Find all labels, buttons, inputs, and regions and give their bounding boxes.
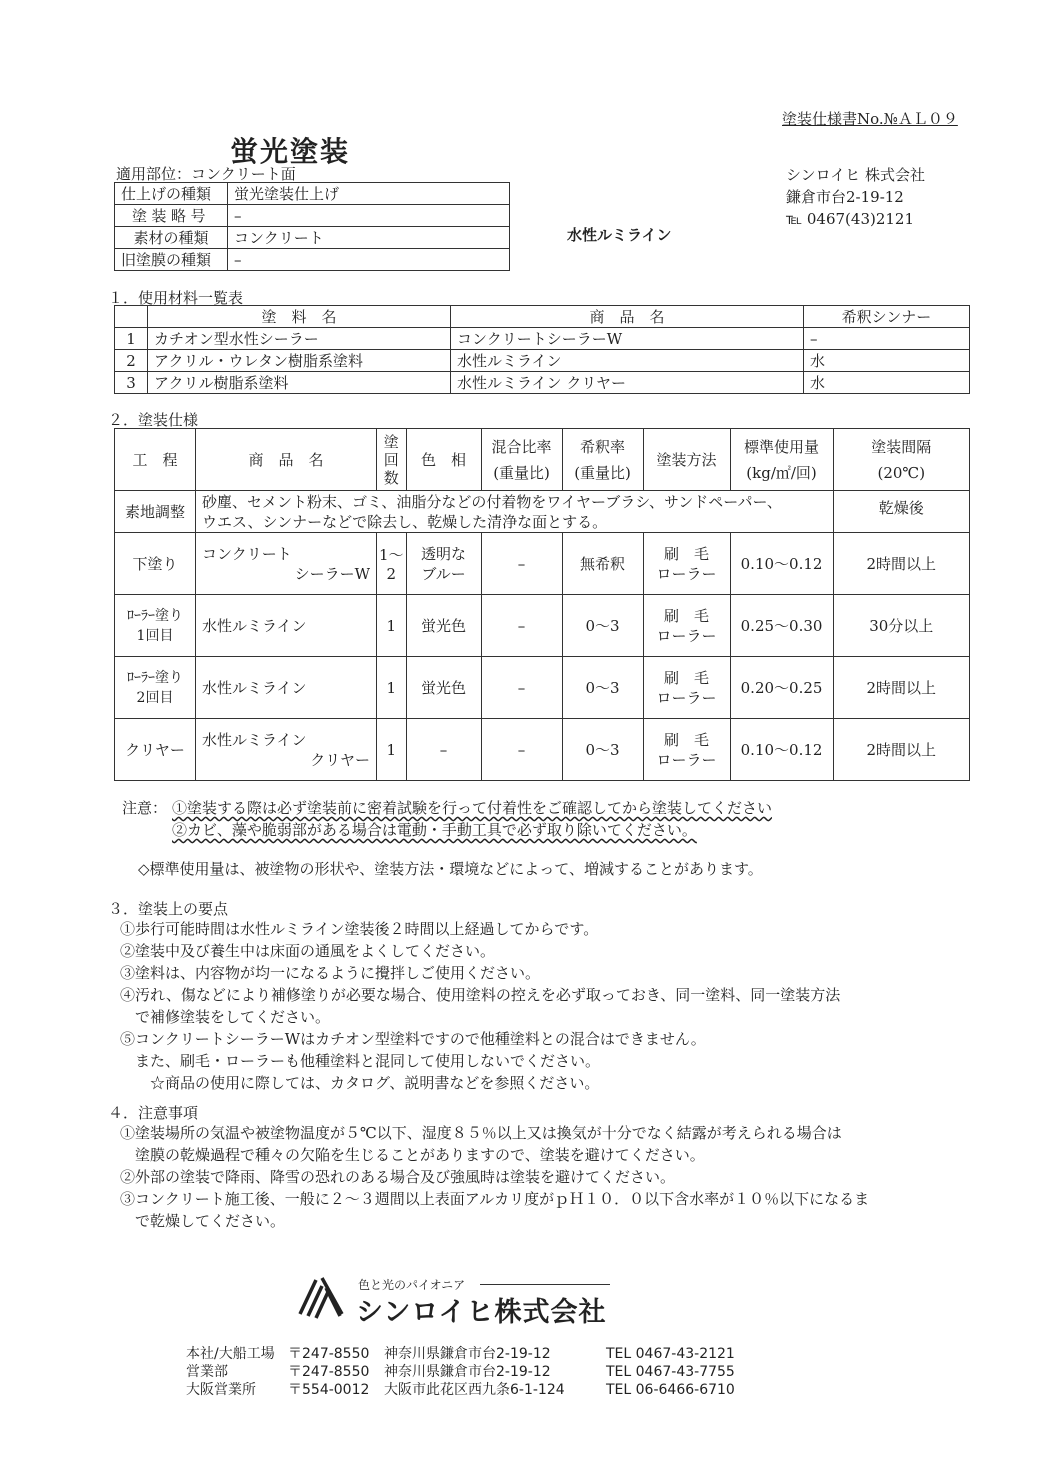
col-usage-sub: (kg/㎡/回) bbox=[746, 463, 817, 482]
office-address: 神奈川県鎌倉市台2-19-12 bbox=[384, 1364, 551, 1380]
col-method: 塗装方法 bbox=[643, 429, 730, 491]
col-paint: 塗 料 名 bbox=[148, 306, 451, 328]
caution-line: ①塗装場所の気温や被塗物温度が５℃以下、湿度８５％以上又は換気が十分でなく結露が考えられる場合は bbox=[120, 1124, 842, 1142]
col-mix: 混合比率 bbox=[491, 437, 552, 456]
point-line: ①歩行可能時間は水性ルミライン塗装後２時間以上経過してからです。 bbox=[120, 920, 599, 938]
caution-line: 塗膜の乾燥過程で種々の欠陥を生じることがありますので、塗装を避けてください。 bbox=[120, 1146, 705, 1164]
row-usage: 0.10〜0.12 bbox=[730, 533, 833, 595]
section4-heading: ４．注意事項 bbox=[108, 1104, 199, 1122]
row-process: クリヤー bbox=[115, 719, 196, 781]
row-color-2: ブルー bbox=[421, 564, 466, 583]
point-line: ⑤コンクリートシーラーWはカチオン型塗料ですので他種塗料との混合はできません。 bbox=[120, 1030, 706, 1048]
row-usage: 0.10〜0.12 bbox=[730, 719, 833, 781]
row-product: 水性ルミライン bbox=[202, 730, 307, 749]
spec-value: 蛍光塗装仕上げ bbox=[228, 183, 510, 205]
row-usage: 0.25〜0.30 bbox=[730, 595, 833, 657]
col-usage: 標準使用量 bbox=[744, 437, 820, 456]
col-product: 商 品 名 bbox=[196, 429, 377, 491]
table-row bbox=[115, 719, 970, 781]
office-tel: TEL 0467-43-7755 bbox=[606, 1364, 735, 1380]
office-row bbox=[186, 1361, 735, 1381]
row-thinner: – bbox=[804, 328, 970, 350]
product-label: 水性ルミライン bbox=[567, 226, 672, 244]
row-no: 1 bbox=[115, 328, 148, 350]
col-color: 色 相 bbox=[406, 429, 481, 491]
caution-line: ③コンクリート施工後、一般に２〜３週間以上表面アルカリ度がｐＨ１０．０以下含水率が１０％以下になるま bbox=[120, 1190, 870, 1208]
row-color: – bbox=[406, 719, 481, 781]
row-color: 蛍光色 bbox=[406, 657, 481, 719]
row-mix: – bbox=[481, 657, 562, 719]
row-dilution: 0〜3 bbox=[562, 595, 643, 657]
prep-text: ウエス、シンナーなどで除去し、乾燥した清浄な面とする。 bbox=[202, 512, 608, 531]
prep-text: 砂塵、セメント粉末、ゴミ、油脂分などの付着物をワイヤーブラシ、サンドペーパー、 bbox=[202, 492, 782, 511]
office-name: 営業部 bbox=[186, 1364, 228, 1380]
office-tel: TEL 06-6466-6710 bbox=[606, 1382, 735, 1398]
spec-label: 旧塗膜の種類 bbox=[115, 249, 228, 271]
company-tel: ℡ 0467(43)2121 bbox=[786, 210, 915, 228]
row-color: 透明な bbox=[421, 544, 467, 563]
company-logo-icon bbox=[296, 1274, 348, 1320]
spec-box bbox=[114, 182, 510, 271]
row-method-2: ローラー bbox=[656, 564, 717, 583]
row-product: 水性ルミライン クリヤー bbox=[451, 372, 804, 394]
notes-line: ◇標準使用量は、被塗物の形状や、塗装方法・環境などによって、増減することがあります。 bbox=[138, 860, 763, 878]
row-product: 水性ルミライン bbox=[451, 350, 804, 372]
row-process: ﾛｰﾗｰ塗り bbox=[127, 607, 183, 624]
company-name: シンロイヒ 株式会社 bbox=[786, 166, 925, 184]
col-interval-sub: (20℃) bbox=[877, 463, 926, 482]
col-mix-sub: (重量比) bbox=[493, 463, 550, 482]
row-product: コンクリート bbox=[202, 544, 292, 563]
row-thinner: 水 bbox=[804, 350, 970, 372]
point-line: ☆商品の使用に際しては、カタログ、説明書などを参照ください。 bbox=[120, 1074, 600, 1092]
spec-value: コンクリート bbox=[228, 227, 510, 249]
row-usage: 0.20〜0.25 bbox=[730, 657, 833, 719]
office-name: 本社/大船工場 bbox=[186, 1346, 275, 1362]
point-line: ③塗料は、内容物が均一になるように攪拌しご使用ください。 bbox=[120, 964, 541, 982]
office-row bbox=[186, 1379, 735, 1399]
row-mix: – bbox=[481, 533, 562, 595]
caution-line: ②外部の塗装で降雨、降雪の恐れのある場合及び強風時は塗装を避けてください。 bbox=[120, 1168, 676, 1186]
row-product: 水性ルミライン bbox=[202, 617, 307, 635]
col-process: 工 程 bbox=[115, 429, 196, 491]
row-method-2: ローラー bbox=[656, 626, 717, 645]
spec-label: 仕上げの種類 bbox=[115, 183, 228, 205]
point-line: で補修塗装をしてください。 bbox=[120, 1008, 331, 1026]
notes-line: ②カビ、藻や脆弱部がある場合は電動・手動工具で必ず取り除いてください。 bbox=[172, 821, 697, 839]
row-color: 蛍光色 bbox=[406, 595, 481, 657]
table-row bbox=[115, 372, 970, 394]
office-zip: 〒554-0012 bbox=[288, 1382, 370, 1398]
page-title: 蛍光塗装 bbox=[230, 135, 351, 168]
row-coats: 1 bbox=[377, 595, 407, 657]
row-mix: – bbox=[481, 719, 562, 781]
row-paint: カチオン型水性シーラー bbox=[148, 328, 451, 350]
row-interval: 2時間以上 bbox=[833, 719, 969, 781]
table-row bbox=[115, 491, 970, 533]
col-coats: 塗回数 bbox=[377, 429, 407, 491]
row-method-2: ローラー bbox=[656, 688, 717, 707]
row-coats: 1〜2 bbox=[377, 533, 407, 595]
section3-heading: ３．塗装上の要点 bbox=[108, 900, 229, 918]
spec-table bbox=[114, 428, 970, 781]
row-interval: 乾燥後 bbox=[833, 491, 969, 533]
row-coats: 1 bbox=[377, 657, 407, 719]
table-row bbox=[115, 328, 970, 350]
row-process: 素地調整 bbox=[115, 491, 196, 533]
table-row bbox=[115, 595, 970, 657]
point-line: ②塗装中及び養生中は床面の通風をよくしてください。 bbox=[120, 942, 496, 960]
doc-number: 塗装仕様書No.№ＡＬ０９ bbox=[782, 110, 958, 128]
row-interval: 30分以上 bbox=[833, 595, 969, 657]
row-process-2: 2回目 bbox=[136, 689, 174, 706]
office-tel: TEL 0467-43-2121 bbox=[606, 1346, 735, 1362]
table-row bbox=[115, 657, 970, 719]
row-method: 刷 毛 bbox=[664, 544, 710, 563]
notes-line: ①塗装する際は必ず塗装前に密着試験を行って付着性をご確認してから塗装してください bbox=[172, 799, 773, 817]
office-address: 大阪市此花区西九条6-1-124 bbox=[384, 1382, 565, 1398]
notes-label: 注意： bbox=[122, 799, 168, 817]
row-coats: 1 bbox=[377, 719, 407, 781]
office-name: 大阪営業所 bbox=[186, 1382, 256, 1398]
spec-label: 塗装略号 bbox=[115, 205, 228, 227]
office-address: 神奈川県鎌倉市台2-19-12 bbox=[384, 1346, 551, 1362]
row-interval: 2時間以上 bbox=[833, 533, 969, 595]
col-thinner: 希釈シンナー bbox=[804, 306, 970, 328]
company-block bbox=[786, 164, 925, 230]
row-no: 2 bbox=[115, 350, 148, 372]
footer-company: シンロイヒ株式会社 bbox=[356, 1297, 607, 1328]
point-line: ④汚れ、傷などにより補修塗りが必要な場合、使用塗料の控えを必ず取っておき、同一塗料、同一塗装方法 bbox=[120, 986, 841, 1004]
section1-heading: １．使用材料一覧表 bbox=[108, 289, 244, 307]
row-no: 3 bbox=[115, 372, 148, 394]
row-paint: アクリル・ウレタン樹脂系塗料 bbox=[148, 350, 451, 372]
applicable-area: 適用部位：コンクリート面 bbox=[116, 165, 296, 183]
spec-label: 素材の種類 bbox=[115, 227, 228, 249]
col-product: 商 品 名 bbox=[451, 306, 804, 328]
spec-value: – bbox=[228, 249, 510, 271]
company-address: 鎌倉市台2-19-12 bbox=[786, 188, 904, 206]
table-row bbox=[115, 533, 970, 595]
caution-line: で乾燥してください。 bbox=[120, 1212, 286, 1230]
row-product: 水性ルミライン bbox=[202, 679, 307, 697]
section4-body bbox=[120, 1122, 869, 1232]
row-process: ﾛｰﾗｰ塗り bbox=[127, 669, 183, 686]
row-product: コンクリートシーラーW bbox=[451, 328, 804, 350]
row-process: 下塗り bbox=[115, 533, 196, 595]
office-row bbox=[186, 1343, 735, 1363]
office-zip: 〒247-8550 bbox=[288, 1364, 370, 1380]
col-interval: 塗装間隔 bbox=[871, 437, 932, 456]
materials-table bbox=[114, 305, 970, 394]
tagline: 色と光のパイオニア bbox=[358, 1278, 466, 1292]
section3-body bbox=[120, 918, 840, 1094]
point-line: また、刷毛・ローラーも他種塗料と混同して使用しないでください。 bbox=[120, 1052, 601, 1070]
row-method: 刷 毛 bbox=[664, 730, 710, 749]
row-product-2: シーラーW bbox=[294, 564, 370, 583]
row-dilution: 0〜3 bbox=[562, 657, 643, 719]
tagline-rule bbox=[480, 1284, 610, 1285]
spec-value: – bbox=[228, 205, 510, 227]
row-method: 刷 毛 bbox=[664, 606, 710, 625]
section2-heading: ２．塗装仕様 bbox=[108, 411, 199, 429]
office-zip: 〒247-8550 bbox=[288, 1346, 370, 1362]
row-mix: – bbox=[481, 595, 562, 657]
table-row bbox=[115, 350, 970, 372]
row-thinner: 水 bbox=[804, 372, 970, 394]
row-dilution: 0〜3 bbox=[562, 719, 643, 781]
col-dilution: 希釈率 bbox=[580, 437, 626, 456]
row-dilution: 無希釈 bbox=[562, 533, 643, 595]
row-method: 刷 毛 bbox=[664, 668, 710, 687]
col-dilution-sub: (重量比) bbox=[574, 463, 631, 482]
row-process-2: 1回目 bbox=[136, 627, 174, 644]
row-paint: アクリル樹脂系塗料 bbox=[148, 372, 451, 394]
row-product-2: クリヤー bbox=[310, 750, 370, 769]
row-method-2: ローラー bbox=[656, 750, 717, 769]
row-interval: 2時間以上 bbox=[833, 657, 969, 719]
